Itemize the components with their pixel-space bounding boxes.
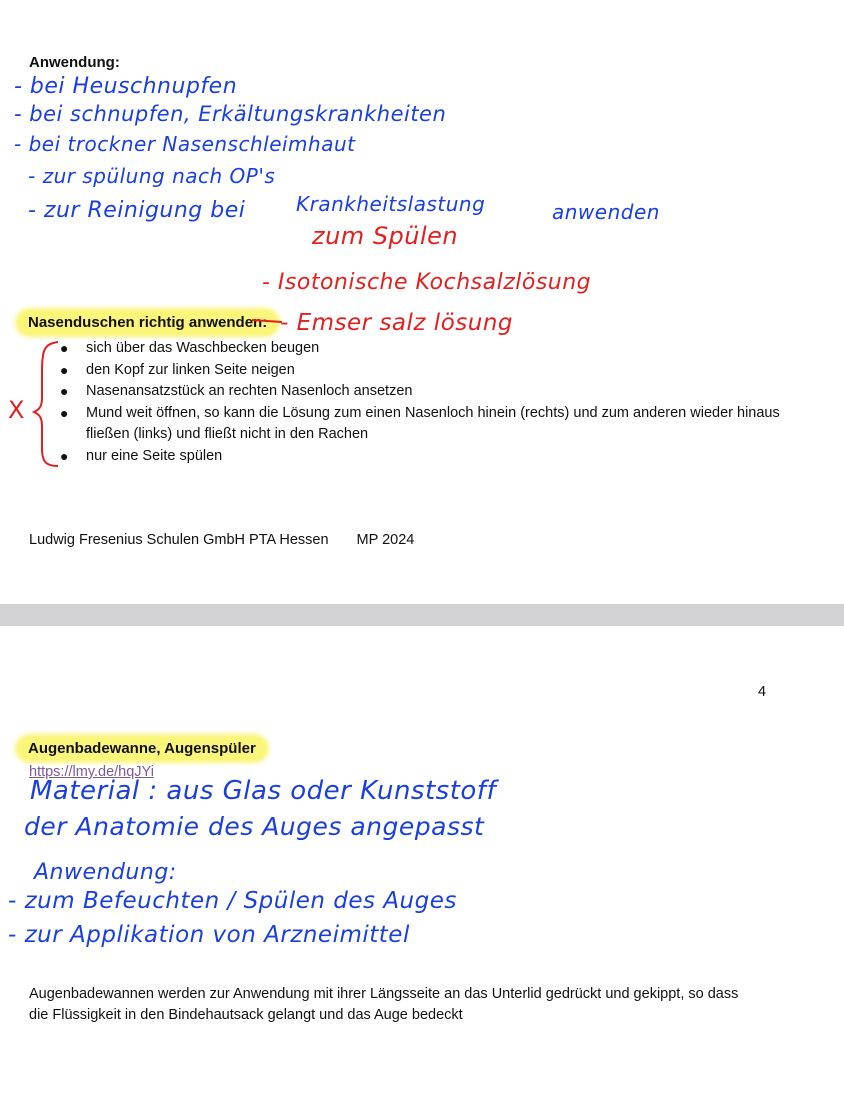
- heading-augenbadewanne: [18, 740, 266, 757]
- footer: Ludwig Fresenius Schulen GmbH PTA Hessen MP 2024: [29, 532, 415, 548]
- bullet-icon: ●: [60, 340, 69, 356]
- handwritten-note-material: Material : aus Glas oder Kunststoff: [30, 776, 497, 806]
- handwritten-note-2: - bei schnupfen, Erkältungskrankheiten: [14, 102, 447, 126]
- heading-anwendung: Anwendung:: [29, 54, 120, 71]
- page-number: 4: [758, 684, 767, 700]
- handwritten-note-3: - bei trockner Nasenschleimhaut: [14, 132, 356, 156]
- document-page-2: [0, 626, 844, 1118]
- list-item: ● Nasenansatzstück an rechten Nasenloch ansetzen: [56, 381, 806, 403]
- handwritten-note-5: - zur Reinigung bei: [28, 198, 246, 223]
- list-item: ● den Kopf zur linken Seite neigen: [56, 360, 806, 382]
- handwritten-note-applikation: - zur Applikation von Arzneimittel: [8, 922, 410, 948]
- bullet-list: [56, 338, 806, 467]
- handwritten-red-isotonische: - Isotonische Kochsalzlösung: [262, 270, 592, 295]
- bullet-icon: ●: [60, 447, 69, 464]
- bullet-icon: ●: [60, 383, 69, 399]
- handwritten-note-4: - zur spülung nach OP's: [28, 164, 276, 188]
- heading-nasenduschen: [18, 314, 277, 331]
- bullet-icon: ●: [60, 404, 69, 421]
- highlight: Nasenduschen richtig anwenden:: [18, 311, 277, 334]
- body-paragraph: Augenbadewannen werden zur Anwendung mit ihrer Längsseite an das Unterlid gedrückt und gekippt, so dass die Flüssigkeit in den Bindehautsack gelangt und das Auge bedeckt: [29, 986, 739, 1023]
- handwritten-note-anatomie: der Anatomie des Auges angepasst: [24, 812, 485, 841]
- handwritten-note-5c: anwenden: [552, 200, 660, 224]
- page-separator: [0, 604, 844, 626]
- highlight: Augenbadewanne, Augenspüler: [18, 737, 266, 760]
- handwritten-note-anwendung: Anwendung:: [34, 860, 177, 885]
- list-item: ● Mund weit öffnen, so kann die Lösung zum einen Nasenloch hinein (rechts) und zum anderen wieder hinaus fließen (links) und fließt nicht in den Rachen: [60, 404, 780, 442]
- reference-link[interactable]: https://lmy.de/hqJYi: [29, 764, 154, 780]
- bullet-icon: ●: [60, 361, 69, 378]
- handwritten-note-befeuchten: - zum Befeuchten / Spülen des Auges: [8, 888, 457, 914]
- handwritten-note-1: - bei Heuschnupfen: [14, 74, 238, 99]
- handwritten-note-5b: Krankheitslastung: [296, 192, 486, 216]
- handwritten-x-mark: X: [8, 396, 25, 424]
- list-item: ● sich über das Waschbecken beugen: [56, 338, 806, 360]
- list-item: ● nur eine Seite spülen: [56, 446, 806, 468]
- handwritten-red-zum-spuelen: zum Spülen: [312, 222, 459, 250]
- handwritten-red-emser: - Emser salz lösung: [280, 310, 513, 336]
